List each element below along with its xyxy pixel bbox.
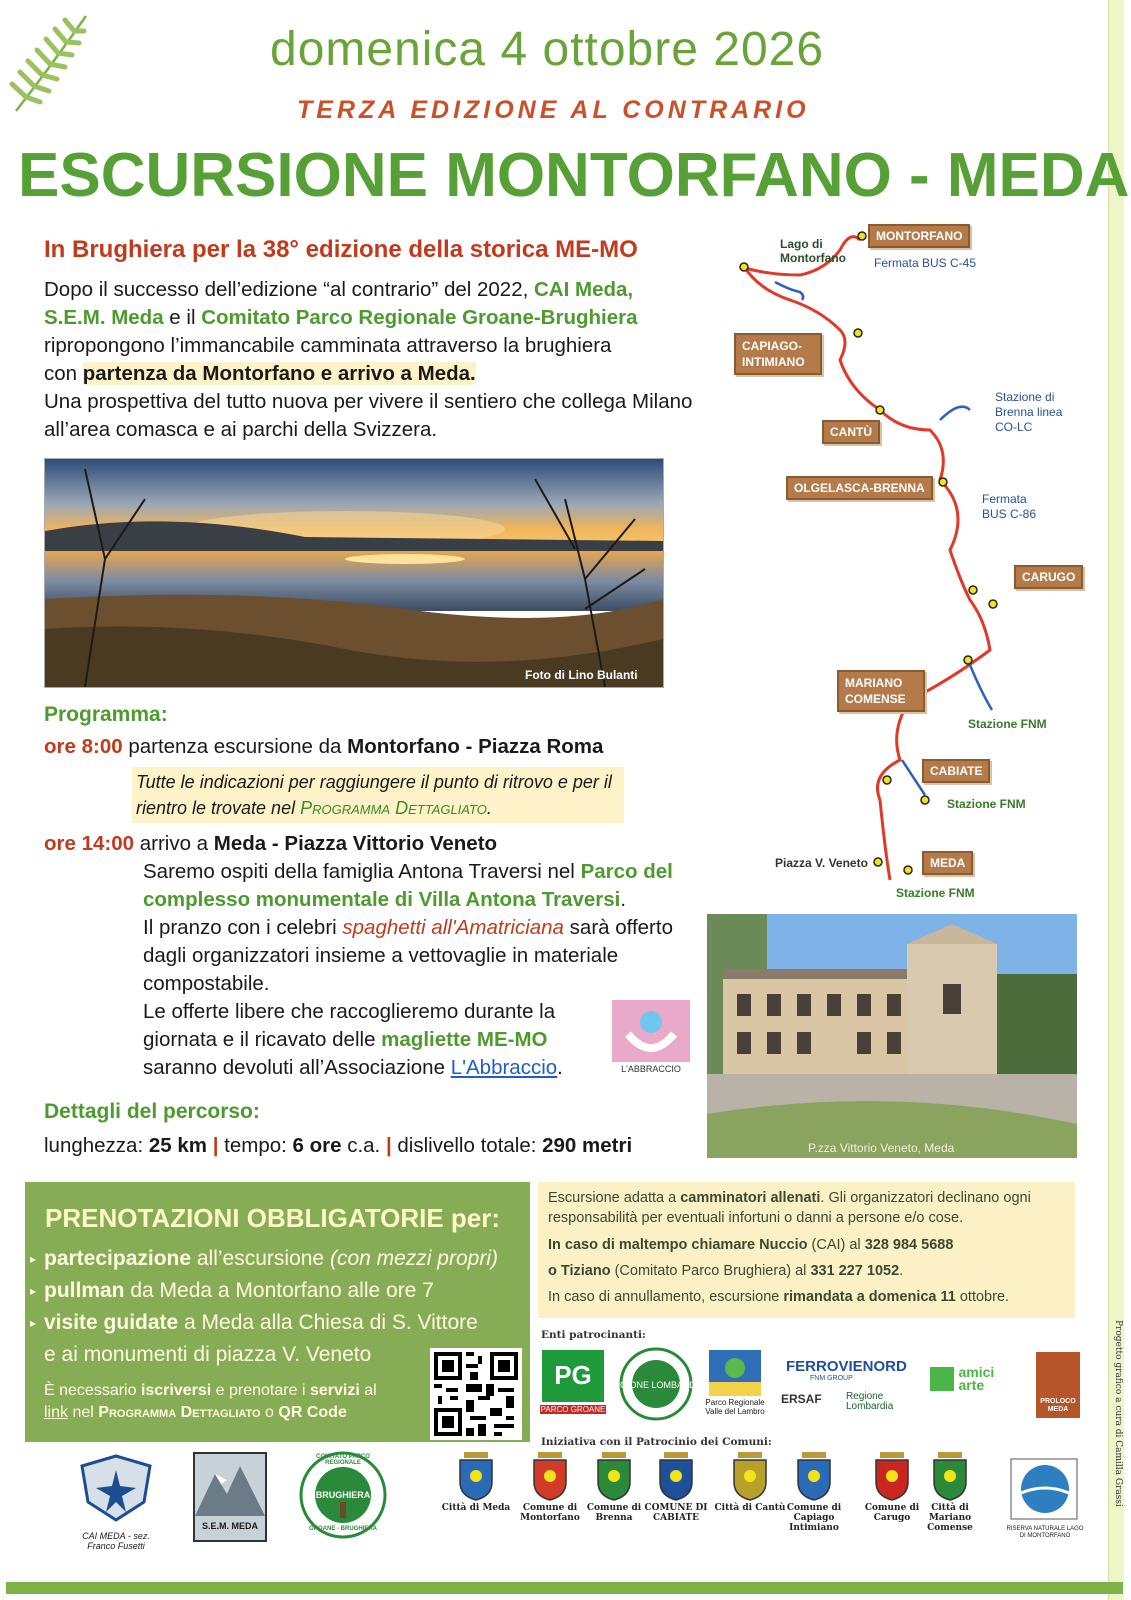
lake-photo-credit: Foto di Lino Bulanti [525, 668, 638, 682]
svg-text:PG: PG [554, 1360, 592, 1390]
cai-logo: CAI MEDA - sez. Franco Fusetti [68, 1452, 164, 1551]
villa-photo-caption: P.zza Vittorio Veneto, Meda [808, 1141, 955, 1155]
lake-photo [44, 458, 664, 688]
map-label-fnm-meda: Stazione FNM [896, 886, 975, 900]
map-label-cantu: CANTÙ [822, 420, 880, 444]
abbraccio-link[interactable]: L'Abbraccio [450, 1056, 558, 1079]
intro-text: Dopo il successo dell’edizione “al contrario” del 2022, CAI Meda, S.E.M. Meda e il Comitato Parco Regionale Groane-Brughiera ripropongono l’immancabile camminata attraverso la brughiera con partenza da Montorfano e arrivo a Meda. Una prospettiva del tutto nuova per vivere il sentiero che collega Milano all’area comasca e ai parchi della Svizzera. [44, 278, 693, 441]
vigilanza-ecologica-logo [607, 1346, 705, 1424]
comune-name: Città di Meda [441, 1503, 511, 1513]
map-label-fnm-cabiate: Stazione FNM [947, 797, 1026, 811]
map-label-bus45: Fermata BUS C-45 [874, 256, 977, 270]
sponsors-label: Enti patrocinanti: [541, 1329, 646, 1341]
comune-crest [640, 1452, 712, 1523]
departure-note: Tutte le indicazioni per raggiungere il punto di ritrovo e per il rientro le trovate nel Programma Dettagliato. [132, 767, 624, 823]
map-label-mariano: MARIANO COMENSE [837, 670, 925, 712]
map-label-montorfano: MONTORFANO [868, 224, 970, 248]
map-label-lago: Lago di Montorfano [780, 237, 846, 265]
schedule-arrival: ore 14:00 arrivo a Meda - Piazza Vittorio Veneto [44, 832, 498, 855]
comune-name: Città di Cantù [714, 1503, 786, 1513]
arrival-description: Saremo ospiti della famiglia Antona Traversi nel Parco del complesso monumentale di Villa Antona Traversi. Il pranzo con i celebri spaghetti all'Amatriciana sarà offerto dagli organizzatori insieme a vettovaglie in materiale compostabile. Le offerte libere che raccoglieremo durante la giornata e il ricavato delle magliette ME-MO saranno devoluti all’Associazione L'Abbraccio. [143, 860, 673, 1079]
comune-name: Comune di Brenna [586, 1503, 642, 1523]
map-label-cabiate: CABIATE [922, 759, 990, 783]
map-label-piazza: Piazza V. Veneto [775, 856, 868, 870]
comune-crest [714, 1452, 786, 1513]
edition-label: TERZA EDIZIONE AL CONTRARIO [297, 96, 810, 124]
comune-name: COMUNE DI CABIATE [644, 1503, 708, 1523]
fern-decoration [6, 6, 106, 116]
map-label-brenna-station: Stazione di Brenna linea CO-LC [995, 390, 1063, 434]
route-details: lunghezza: 25 km | tempo: 6 ore c.a. | dislivello totale: 290 metri [44, 1134, 633, 1157]
parco-groane-logo: PG PARCO GROANE [540, 1350, 606, 1414]
abbraccio-logo: L'ABBRACCIO [612, 1000, 690, 1078]
qr-code[interactable] [430, 1348, 522, 1440]
graphic-credit: Progetto grafico a cura di Camilla Grassi [1113, 1320, 1123, 1507]
programma-heading: Programma: [44, 703, 168, 726]
comune-crest [440, 1452, 512, 1513]
comune-crest [514, 1452, 586, 1523]
comune-name: Comune di Carugo [864, 1503, 920, 1523]
comune-crest [778, 1452, 850, 1533]
ersaf-logo: ERSAF [781, 1392, 822, 1406]
booking-title: PRENOTAZIONI OBBLIGATORIE per: [45, 1203, 501, 1233]
comitato-parco-logo: COMITATO PARCO REGIONALE BRUGHIERA GROANE - BRUGHIERA [298, 1450, 388, 1540]
riserva-montorfano-logo: RISERVA NATURALE LAGO DI MONTORFANO [1005, 1455, 1085, 1537]
page-title: ESCURSIONE MONTORFANO - MEDA [18, 141, 1130, 210]
proloco-meda-logo: PROLOCO MEDA [1036, 1352, 1080, 1418]
comune-name: Comune di Capiago Intimiano [786, 1503, 842, 1533]
booking-note: È necessario iscriversi e prenotare i servizi al link nel Programma Dettagliato o QR Code [44, 1382, 377, 1421]
booking-item: e ai monumenti di piazza V. Veneto [44, 1342, 372, 1366]
map-label-meda: MEDA [922, 851, 973, 875]
booking-item: ▸ partecipazione all’escursione (con mezzi propri) [30, 1247, 498, 1270]
map-label-capiago: CAPIAGO- INTIMIANO [734, 333, 822, 375]
comune-crest [914, 1452, 986, 1533]
comuni-label: Iniziativa con il Patrocinio dei Comuni: [541, 1436, 772, 1448]
map-label-olgelasca: OLGELASCA-BRENNA [786, 476, 933, 500]
bottom-decorative-bar [6, 1582, 1123, 1594]
comune-name: Città di Mariano Comense [927, 1503, 973, 1533]
regione-lombardia-logo: Regione Lombardia [846, 1391, 894, 1412]
map-label-bus86: Fermata BUS C-86 [982, 492, 1037, 521]
svg-text:REGIONE LOMBARDIA: REGIONE LOMBARDIA [607, 1380, 705, 1390]
programma-dettagliato-link[interactable]: Programma Dettagliato [300, 798, 487, 818]
amici-arte-logo: amici arte [930, 1366, 1014, 1392]
event-date: domenica 4 ottobre 2026 [270, 23, 825, 76]
dettagli-heading: Dettagli del percorso: [44, 1100, 260, 1123]
ferrovienord-logo: FERROVIENORD FNM GROUP [786, 1358, 907, 1382]
booking-item: ▸ visite guidate a Meda alla Chiesa di S. Vittore [30, 1310, 478, 1334]
disclaimer-box: Escursione adatta a camminatori allenati. Gli organizzatori declinano ogni responsabilità per eventuali infortuni o danni a persone e/o cose. In caso di maltempo chiamare Nuccio (CAI) al 328 984 5688 o Tiziano (Comitato Parco Brughiera) al 331 227 1052. In caso di annullamento, escursione rimandata a domenica 11 ottobre. [538, 1182, 1075, 1318]
booking-item: ▸ pullman da Meda a Montorfano alle ore 7 [30, 1278, 434, 1302]
parco-lambro-logo: Parco Regionale Valle del Lambro [704, 1350, 766, 1416]
villa-photo [707, 914, 1077, 1158]
booking-link[interactable]: link [44, 1404, 69, 1421]
schedule-departure: ore 8:00 partenza escursione da Montorfano - Piazza Roma [44, 735, 604, 758]
sem-meda-logo: S.E.M. MEDA [193, 1452, 267, 1542]
map-label-fnm-mariano: Stazione FNM [968, 717, 1047, 731]
map-label-carugo: CARUGO [1014, 565, 1083, 589]
comune-name: Comune di Montorfano [520, 1503, 580, 1523]
subtitle: In Brughiera per la 38° edizione della storica ME-MO [44, 236, 638, 263]
